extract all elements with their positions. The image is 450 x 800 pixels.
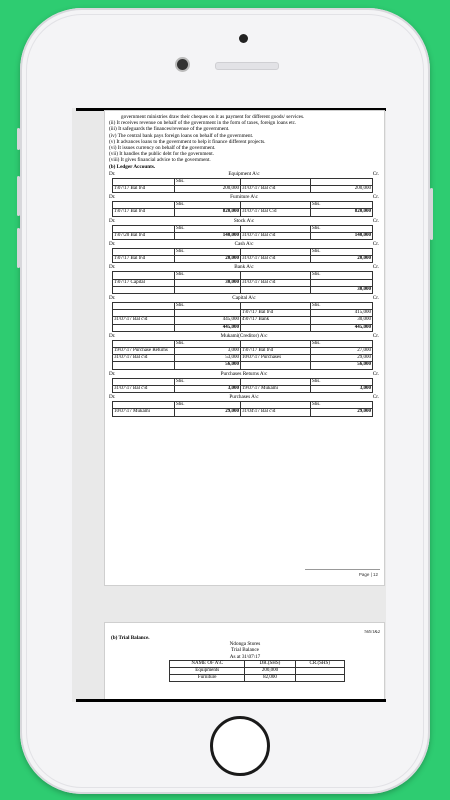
ledger-cell: 1\07\17 Bal b\d [241,348,311,355]
ledger-row [113,402,373,409]
ledger-cell [241,340,311,347]
debit-label: Dr. [109,241,116,248]
ledger-cell: Shs. [175,249,241,256]
ledger-cell [113,362,175,369]
ledger-cell [241,378,311,385]
ledger-cell: Shs. [175,402,241,409]
ledger-row [113,272,373,279]
ledger-cell [311,279,373,286]
ledger-cell: 3,000 [175,348,241,355]
ledger-cell: 31\07\17 Bal c\d [113,385,175,392]
ledger-title: Stock A\c [233,217,255,224]
ledger-cell [241,402,311,409]
ledger-cell: Shs. [311,378,373,385]
credit-label: Cr. [372,370,379,377]
ledger-table [112,378,373,393]
section-heading: (b) Ledger Accounts. [109,163,156,170]
ledger-table [112,271,373,294]
page2-content [111,635,379,682]
ledger-cell: 200,000 [311,186,373,193]
intro-line: (iii) It safeguards the finances/revenue of the government. [109,126,230,133]
ledger-cell: Shs. [311,272,373,279]
trial-balance-table [169,660,345,683]
ledger-cell: 445,000 [311,324,373,331]
intro-line: (ii) It receives revenue on behalf of the government in the form of taxes, foreign loans etc. [109,120,297,127]
ledger-cell [113,324,175,331]
intro-line: (iv) The central bank pays foreign loans on behalf of the government. [109,132,254,139]
ledger-cell: 56,000 [175,362,241,369]
ledger-cell: Shs. [311,402,373,409]
ledger-cell: 1\07\17 Bal b\d [113,256,175,263]
credit-label: Cr. [372,394,379,401]
tb-header-cell: NAME OF A\C [170,660,245,667]
document-page-12 [104,110,385,586]
ledger-cell: 19\07\17 Purchase Returns [113,348,175,355]
intro-line: (vii) It handles the public debt for the government. [109,151,215,158]
ledger-header [109,332,379,340]
ledger-cell: Shs. [175,378,241,385]
ledger-cell: Shs. [311,340,373,347]
ledger-header [109,240,379,248]
ledger-cell: 31\07\17 Bal c\d [113,355,175,362]
ledger-cell [241,324,311,331]
ledger-cell: 31\07\17 Bal c\d [113,317,175,324]
ledger-header [109,393,379,401]
ledger-accounts [109,170,379,417]
ledger-cell [241,286,311,293]
ledger-cell: 3,000 [311,385,373,392]
ledger-cell: Shs. [311,225,373,232]
ledger-cell [113,310,175,317]
debit-label: Dr. [109,217,116,224]
ledger-cell [241,178,311,185]
document-viewer[interactable] [72,108,386,702]
front-camera [239,34,248,43]
ledger-table [112,225,373,240]
ledger-cell: 27,000 [311,348,373,355]
ledger-cell: 31\07\17 Bal C\d [241,209,311,216]
credit-label: Cr. [372,170,379,177]
ledger-row [113,249,373,256]
ledger-cell [311,178,373,185]
ledger-row [113,362,373,369]
ledger-table [112,340,373,370]
ledger-cell [241,225,311,232]
ledger-cell: 820,000 [311,209,373,216]
ledger-cell: 10\07\17 Mukami [113,409,175,416]
ledger-cell [113,378,175,385]
ledger-cell [113,286,175,293]
ledger-cell: Shs. [311,249,373,256]
ledger-row [113,317,373,324]
ledger-cell: 31\07\17 Bal c\d [241,279,311,286]
credit-label: Cr. [372,295,379,302]
ledger-row [113,324,373,331]
ledger-row [113,355,373,362]
tb-cell: Equipments [170,668,245,675]
ledger-cell: 140,000 [175,232,241,239]
ledger-cell: 1\07\17 Bal b\d [113,186,175,193]
page-number: Page | 12 [358,572,378,577]
ledger-header [109,263,379,271]
company-name: Ndonga Stores [229,641,261,648]
phone-frame [20,8,430,794]
intro-line: (vi) It issues currency on behalf of the government. [109,145,216,152]
ledger-title: Purchases A\c [229,394,259,401]
ledger-cell: 30,000 [311,317,373,324]
ledger-cell [241,202,311,209]
ledger-row [113,340,373,347]
ledger-cell [113,272,175,279]
tb-cell: 200,000 [245,668,295,675]
ledger-cell: 1\07\17 Capital [113,279,175,286]
credit-label: Cr. [372,241,379,248]
ledger-cell: 3,000 [175,385,241,392]
ledger-cell: 820,000 [175,209,241,216]
tb-header-row [170,660,345,667]
ledger-table [112,201,373,216]
volume-down-button [17,228,20,268]
power-button [430,188,433,240]
ledger-cell: Shs. [311,303,373,310]
ledger-table [112,302,373,332]
credit-label: Cr. [372,194,379,201]
ledger-row [113,348,373,355]
ledger-table [112,178,373,193]
home-button[interactable] [210,716,270,776]
tb-cell [295,668,344,675]
ledger-row [113,385,373,392]
ledger-title: Mukami(Creditor) A\c [220,332,268,339]
ledger-title: Cash A\c [234,241,254,248]
ledger-cell: 29,000 [311,355,373,362]
intro-line: (viii) It gives financial advice to the government. [109,157,211,164]
volume-up-button [17,176,20,216]
ledger-cell: 29,000 [175,409,241,416]
ledger-table [112,248,373,263]
ledger-cell: 19\07\17 Mukami [241,385,311,392]
ledger-row [113,310,373,317]
ledger-cell: 56,000 [311,362,373,369]
ledger-cell: 31\04\17 Bal c\d [241,409,311,416]
ledger-header [109,170,379,178]
ledger-header [109,217,379,225]
ledger-cell: 4\07\17 Bank [241,317,311,324]
ledger-cell: 445,000 [175,324,241,331]
ledger-title: Furniture A\c [230,194,258,201]
debit-label: Dr. [109,394,116,401]
ledger-cell [113,303,175,310]
ledger-cell: 415,000 [311,310,373,317]
ledger-cell [175,310,241,317]
ledger-cell: 53,000 [175,355,241,362]
document-date: As at 31\07\17 [229,653,261,660]
ledger-row [113,409,373,416]
tb-row [170,675,345,682]
debit-label: Dr. [109,194,116,201]
ledger-row [113,279,373,286]
ledger-row [113,178,373,185]
ledger-row [113,256,373,263]
ledger-row [113,209,373,216]
ledger-cell [113,249,175,256]
ledger-cell [175,286,241,293]
ledger-cell [241,362,311,369]
ledger-cell [241,303,311,310]
ledger-cell: Shs. [175,272,241,279]
ledger-cell: Shs. [175,178,241,185]
ledger-row [113,232,373,239]
ledger-title: Purchases Returns A\c [220,370,268,377]
ledger-cell: Shs. [175,202,241,209]
ledger-cell: 200,000 [175,186,241,193]
trial-balance-heading: (b) Trial Balance. [111,635,150,641]
tb-cell: Furniture [170,675,245,682]
tb-cell [295,675,344,682]
debit-label: Dr. [109,370,116,377]
tb-cell: 82,000 [245,675,295,682]
ledger-cell: 31\07\17 Bal c\d [241,186,311,193]
intro-list [109,114,379,164]
ledger-cell [113,402,175,409]
ledger-table [112,401,373,416]
ledger-cell: 140,000 [311,232,373,239]
tb-header-cell: CR.(SHS) [295,660,344,667]
intro-line: government ministries draw their cheques on it as payment for different goods/ services. [121,114,305,120]
bottom-edge [76,699,386,702]
ledger-cell: 30,000 [175,279,241,286]
ledger-header [109,370,379,378]
ledger-row [113,286,373,293]
tb-header-cell: DR.(SHS) [245,660,295,667]
debit-label: Dr. [109,332,116,339]
ledger-title: Capital A\c [232,295,256,302]
ledger-row [113,378,373,385]
earpiece-speaker [215,62,279,70]
ledger-cell: Shs. [311,202,373,209]
tb-row [170,668,345,675]
ledger-cell [113,202,175,209]
ledger-cell [241,249,311,256]
ledger-cell: 10\07\17 Purchases [241,355,311,362]
ledger-cell: 29,000 [311,409,373,416]
paper-code: 565/1&2 [364,629,380,634]
ledger-row [113,303,373,310]
ledger-header [109,193,379,201]
ledger-cell: 31\07\17 Bal c\d [241,256,311,263]
debit-label: Dr. [109,170,116,177]
ledger-cell: 1\07\17 Bal b\d [241,310,311,317]
page-content [109,114,379,417]
credit-label: Cr. [372,264,379,271]
ledger-title: Equipment A\c [228,170,260,177]
ledger-cell: 31\07\17 Bal c\d [241,232,311,239]
ledger-cell [113,178,175,185]
ledger-row [113,186,373,193]
ledger-cell [113,225,175,232]
footer-rule [305,569,380,570]
credit-label: Cr. [372,332,379,339]
ledger-cell: 20,000 [311,256,373,263]
ledger-cell: 445,000 [175,317,241,324]
debit-label: Dr. [109,264,116,271]
ledger-cell: 30,000 [311,286,373,293]
ledger-header [109,294,379,302]
ledger-cell: Shs. [175,340,241,347]
mute-switch [17,128,20,150]
ledger-cell: 1\07\17 Bal b\d [113,209,175,216]
ledger-title: Bank A\c [234,264,254,271]
ledger-row [113,225,373,232]
camera-lens [177,59,188,70]
debit-label: Dr. [109,295,116,302]
document-page-13 [104,622,385,702]
ledger-cell: Shs. [175,225,241,232]
credit-label: Cr. [372,217,379,224]
ledger-cell: Shs. [175,303,241,310]
ledger-cell: 1\07\20 Bal b\d [113,232,175,239]
ledger-row [113,202,373,209]
ledger-cell: 20,000 [175,256,241,263]
ledger-cell [241,272,311,279]
intro-line: (v) It advances loans to the government to help it finance different projects. [109,138,266,145]
document-title: Trial Balance [231,647,259,654]
ledger-cell [113,340,175,347]
